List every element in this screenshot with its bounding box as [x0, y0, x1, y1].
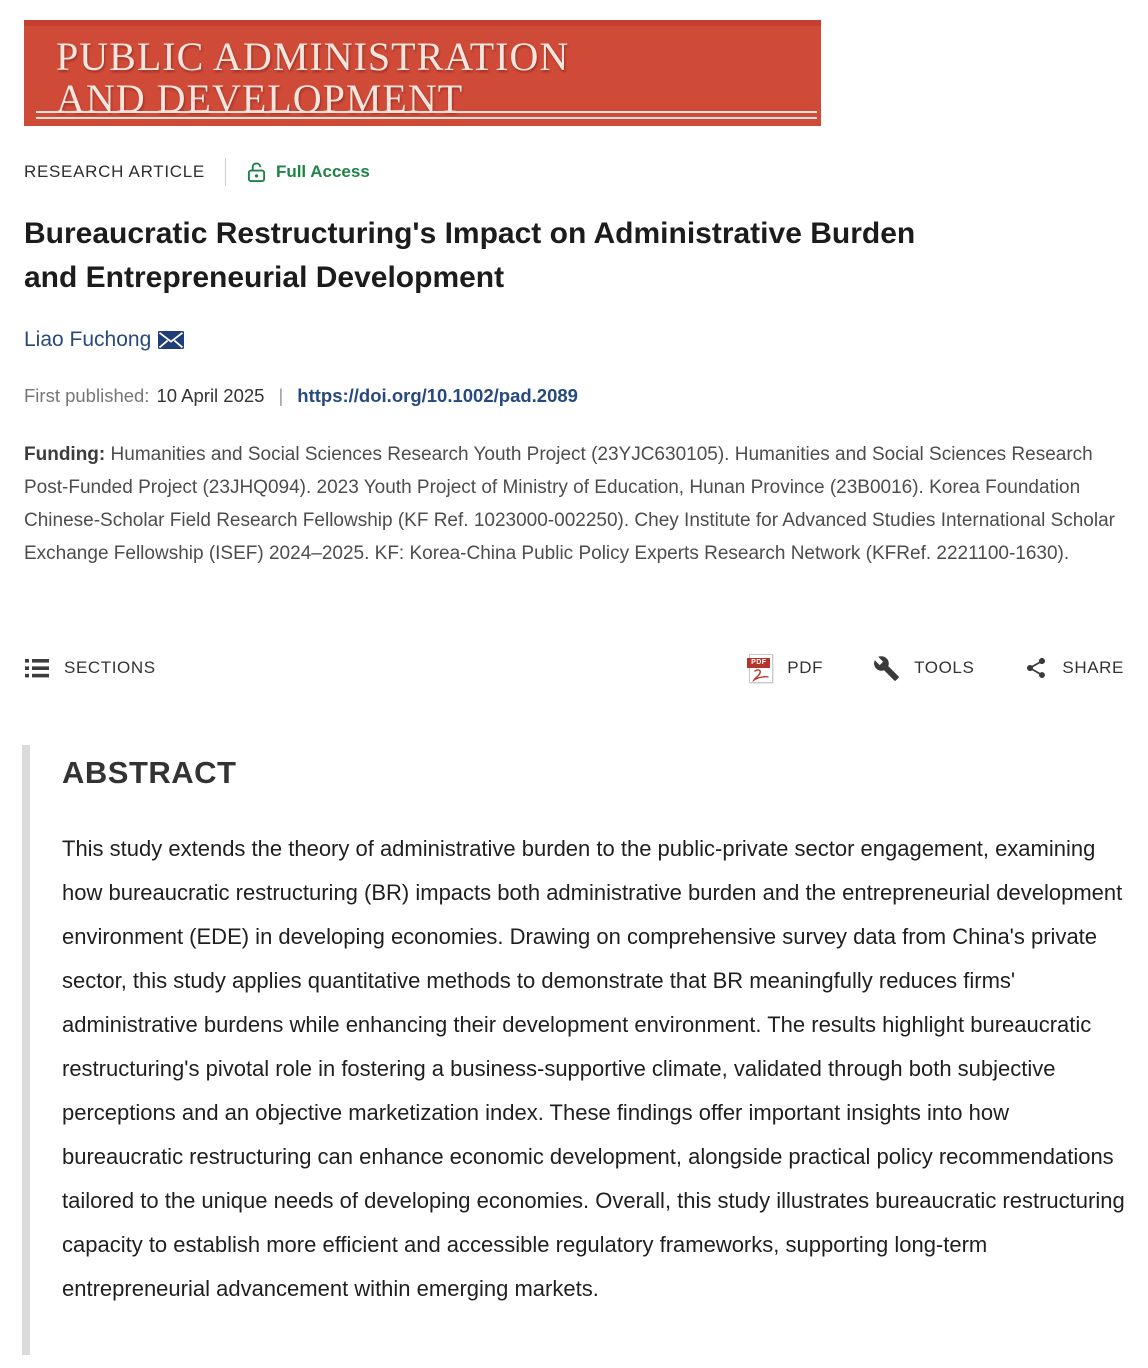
tools-label: TOOLS: [914, 658, 975, 677]
published-date: 10 April 2025: [156, 385, 265, 406]
sections-button[interactable]: [24, 658, 156, 679]
sections-list-icon: [24, 658, 50, 679]
author-name-link[interactable]: Liao Fuchong: [24, 328, 152, 351]
published-row: [24, 385, 578, 407]
pdf-icon-swirl: [752, 668, 770, 682]
meta-divider: [225, 158, 226, 186]
sections-label: SECTIONS: [64, 658, 156, 677]
published-separator: |: [278, 385, 284, 406]
funding-label: Funding:: [24, 444, 106, 465]
email-envelope-icon[interactable]: [158, 331, 184, 349]
pdf-button[interactable]: [749, 654, 823, 683]
abstract-section: [0, 743, 1148, 1368]
access-label: Full Access: [275, 162, 370, 181]
tools-button[interactable]: [873, 655, 974, 682]
article-title-line2: and Entrepreneurial Development: [24, 261, 505, 294]
share-icon: [1024, 656, 1048, 680]
toolbar-right-group: [699, 654, 1124, 683]
funding-paragraph: [24, 438, 1128, 570]
open-lock-icon: [246, 160, 267, 184]
pdf-file-icon: [749, 654, 773, 683]
doi-link[interactable]: https://doi.org/10.1002/pad.2089: [297, 385, 578, 406]
abstract-text: This study extends the theory of administrative burden to the public-private sector engagement, examining how bureaucratic restructuring (BR) impacts both administrative burden and the entrepreneurial development environment (EDE) in developing economies. Drawing on comprehensive survey data from China's private sector, this study applies quantitative methods to demonstrate that BR meaningfully reduces firms' administrative burdens while enhancing their development environment. The results highlight bureaucratic restructuring's pivotal role in fostering a business-supportive climate, validated through both subjective perceptions and an objective marketization index. These findings offer important insights into how bureaucratic restructuring can enhance economic development, alongside practical policy recommendations tailored to the unique needs of developing economies. Overall, this study illustrates bureaucratic restructuring capacity to establish more efficient and accessible regulatory frameworks, supporting long-term entrepreneurial advancement within emerging markets.: [62, 836, 1125, 1301]
abstract-left-bar: [22, 745, 30, 1355]
article-title-line1: Bureaucratic Restructuring's Impact on Administrative Burden: [24, 217, 916, 250]
published-label: First published:: [24, 385, 150, 406]
banner-double-rule: [36, 111, 817, 119]
article-title: [24, 212, 1128, 300]
access-status: [246, 160, 370, 184]
author-row: [24, 328, 184, 352]
funding-text: Humanities and Social Sciences Research Youth Project (23YJC630105). Humanities and Social Sciences Research Post-Funded Project (23JHQ094). 2023 Youth Project of Ministry of Education, Hunan Province (23B0016). Korea Foundation Chinese-Scholar Field Research Fellowship (KF Ref. 1023000-002250). Chey Institute for Advanced Studies International Scholar Exchange Fellowship (ISEF) 2024–2025. KF: Korea-China Public Policy Experts Research Network (KFRef. 2221100-1630).: [24, 444, 1115, 564]
share-label: SHARE: [1062, 658, 1124, 677]
article-meta-row: [24, 156, 370, 188]
wrench-icon: [873, 655, 900, 682]
article-type-label: RESEARCH ARTICLE: [24, 162, 205, 181]
article-toolbar: [0, 640, 1148, 696]
pdf-icon-badge: PDF: [747, 658, 770, 668]
journal-banner[interactable]: [24, 20, 821, 126]
pdf-label: PDF: [787, 658, 824, 677]
journal-title-line2: AND DEVELOPMENT: [56, 76, 464, 121]
share-button[interactable]: [1024, 656, 1124, 680]
abstract-heading: ABSTRACT: [62, 755, 237, 790]
journal-title-line1: PUBLIC ADMINISTRATION: [56, 34, 570, 79]
